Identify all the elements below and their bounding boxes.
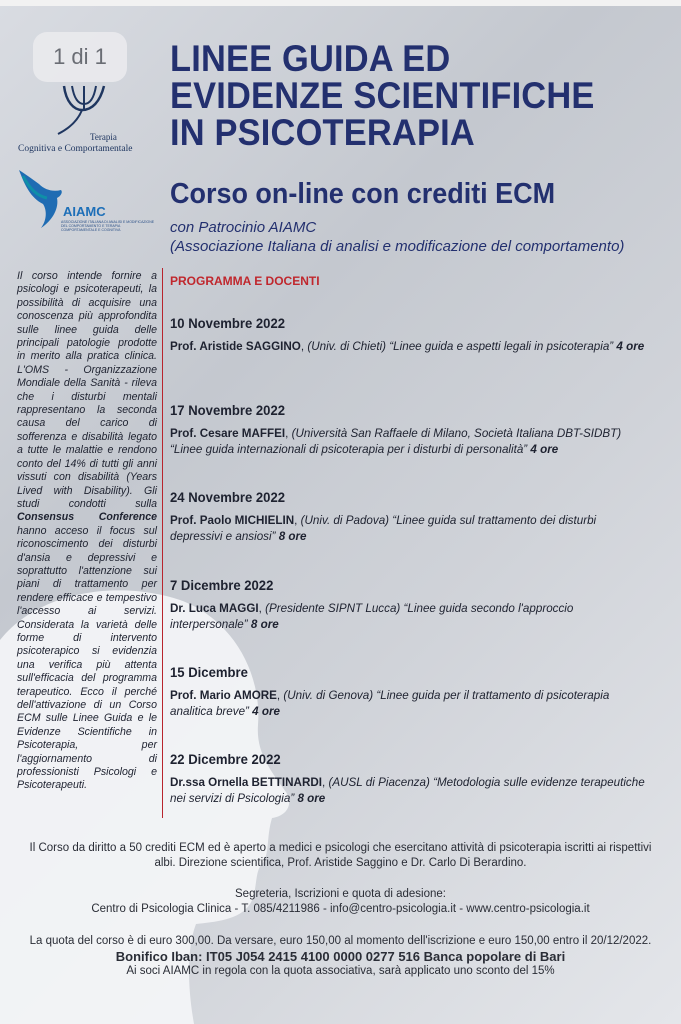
lesson-date: 7 Dicembre 2022 [170,578,274,593]
lesson-docente: Prof. Mario AMORE [170,687,277,702]
lesson-docente: Dr. Luca MAGGI [170,600,259,615]
aiamc-logo [17,168,157,240]
credits-line-1: Il Corso da diritto a 50 crediti ECM ed è aperto a medici e psicologi che esercitano attività di psicoterapia iscritti ai rispettivi [29,842,652,854]
lesson-topic: “Metodologia sulle evidenze terapeutiche nei servizi di Psicologia” [170,774,645,805]
patrocinio [170,218,624,256]
intro-text [17,270,157,793]
segreteria-info [0,887,681,917]
lesson-hours: 4 ore [530,442,559,456]
lesson-item: 17 Novembre 2022 Prof. Cesare MAFFEI, (Università San Raffaele di Milano, Società Italiana DBT-SIDBT) “Linee guida internazionali di psicoterapia per i disturbi di personalità” 4 ore [170,403,651,458]
intro-part-2: hanno acceso il focus sul riconoscimento dei disturbi d'ansia e depressivi e soprattutto l'attenzione sui piani di trattamento per rendere efficace e tempestivo l'accesso ai servizi. Considerata la varietà delle forme di intervento psicoterapico si evidenzia una verifica più attenta sull'efficacia del programma terapeutico. Ecco il perché dell'attivazione di un Corso ECM sulle Linee Guida e le Evidenze Scientifiche in Psicoterapia, per l'aggiornamento di professionisti Psicologi e Psicoterapeuti. [17,524,157,792]
title-line-2: EVIDENZE SCIENTIFICHE [170,75,595,116]
lesson-topic: “Linee guida per il trattamento di psicoterapia analitica breve” [170,687,610,718]
subtitle: Corso on-line con crediti ECM [170,178,556,210]
lesson-hours: 8 ore [250,617,279,631]
tcc-logo-line2: Cognitiva e Comportamentale [18,144,133,154]
lesson-docente: Prof. Cesare MAFFEI [170,425,286,440]
lesson-date: 17 Novembre 2022 [170,403,286,418]
discount-line: Ai soci AIAMC in regola con la quota associativa, sarà applicato uno sconto del 15% [126,965,555,977]
lesson-date: 10 Novembre 2022 [170,316,286,331]
segreteria-label: Segreteria, Iscrizioni e quota di adesione: [235,888,446,900]
lesson-affiliation: (Univ. di Chieti) [307,338,387,353]
lesson-topic: “Linee guida sul trattamento dei disturbi depressivi e ansiosi” [170,512,597,543]
lesson-item: 22 Dicembre 2022 Dr.ssa Ornella BETTINARDI, (AUSL di Piacenza) “Metodologia sulle evidenze terapeutiche nei servizi di Psicologia” 8 ore [170,752,651,807]
lesson-item: 7 Dicembre 2022 Dr. Luca MAGGI, (Presidente SIPNT Lucca) “Linee guida secondo l'approccio interpersonale” 8 ore [170,578,651,633]
lesson-affiliation: (Università San Raffaele di Milano, Società Italiana DBT-SIDBT) [291,425,622,440]
lesson-affiliation: (Presidente SIPNT Lucca) [265,600,401,615]
title-line-3: IN PSICOTERAPIA [170,112,475,153]
page-counter-badge: 1 di 1 [33,32,127,82]
lesson-date: 15 Dicembre [170,665,248,680]
divider-line [162,268,163,818]
lesson-docente: Dr.ssa Ornella BETTINARDI [170,774,323,789]
lesson-affiliation: (AUSL di Piacenza) [328,774,430,789]
lesson-hours: 4 ore [252,704,281,718]
patrocinio-line-1: con Patrocinio AIAMC [170,219,317,236]
title-line-1: LINEE GUIDA ED [170,38,451,79]
lesson-hours: 8 ore [297,791,326,805]
lesson-item: 10 Novembre 2022 Prof. Aristide SAGGINO, (Univ. di Chieti) “Linee guida e aspetti legali in psicoterapia” 4 ore [170,316,651,354]
aiamc-logo-caption: ASSOCIAZIONE ITALIANA DI ANALISI E MODIFICAZIONE DEL COMPORTAMENTO E TERAPIA COMPORTAMENTALE E COGNITIVA [61,220,155,232]
top-strip [0,0,681,6]
lesson-date: 22 Dicembre 2022 [170,752,281,767]
lesson-docente: Prof. Aristide SAGGINO [170,338,301,353]
lesson-item: 24 Novembre 2022 Prof. Paolo MICHIELIN, (Univ. di Padova) “Linee guida sul trattamento dei disturbi depressivi e ansiosi” 8 ore [170,490,651,545]
lesson-topic: “Linee guida internazionali di psicoterapia per i disturbi di personalità” [170,442,528,456]
candelabra-logo-icon [14,80,154,135]
intro-part-1: Il corso intende fornire a psicologi e psicoterapeuti, la possibilità di acquisire una conoscenza più approfondita sulle linee guida delle principali patologie prodotte in merito alla pratica clinica. L'OMS - Organizzazione Mondiale della Sanità - rileva che i disturbi mentali rappresentano la seconda causa del carico di sofferenza e disabilità legato a tutte le malattie e rendono conto del 14% di tutti gli anni vissuti con disabilità (Years Lived with Disability). Gli studi condotti sulla [17,270,157,510]
lesson-topic: “Linee guida secondo l'approccio interpersonale” [170,600,574,631]
lesson-hours: 4 ore [616,338,645,353]
patrocinio-line-2: (Associazione Italiana di analisi e modificazione del comportamento) [170,238,625,255]
bank-iban-line: Bonifico Iban: IT05 J054 2415 4100 0000 0277 516 Banca popolare di Bari [115,949,566,964]
main-title [170,40,640,151]
payment-info [0,934,681,979]
credits-info [0,841,681,871]
lesson-topic: “Linee guida e aspetti legali in psicoterapia” [389,338,614,353]
contacts-line: Centro di Psicologia Clinica - T. 085/4211986 - info@centro-psicologia.it - www.centro-psicologia.it [91,903,590,915]
credits-line-2: albi. Direzione scientifica, Prof. Aristide Saggino e Dr. Carlo Di Berardino. [154,857,527,869]
program-title: PROGRAMMA E DOCENTI [170,274,320,288]
lesson-affiliation: (Univ. di Genova) [283,687,374,702]
lesson-affiliation: (Univ. di Padova) [300,512,390,527]
aiamc-logo-name: AIAMC [63,204,106,219]
intro-consensus-bold: Consensus Conference [17,511,157,524]
lesson-item: 15 Dicembre Prof. Mario AMORE, (Univ. di Genova) “Linee guida per il trattamento di psicoterapia analitica breve” 4 ore [170,665,651,720]
lesson-hours: 8 ore [278,529,307,543]
bird-logo-icon [17,168,63,230]
lesson-date: 24 Novembre 2022 [170,490,286,505]
lesson-docente: Prof. Paolo MICHIELIN [170,512,295,527]
quota-line: La quota del corso è di euro 300,00. Da versare, euro 150,00 al momento dell'iscrizione e euro 150,00 entro il 20/12/2022. [29,935,652,947]
tcc-logo [14,80,154,160]
tcc-logo-line1: Terapia [90,132,117,142]
